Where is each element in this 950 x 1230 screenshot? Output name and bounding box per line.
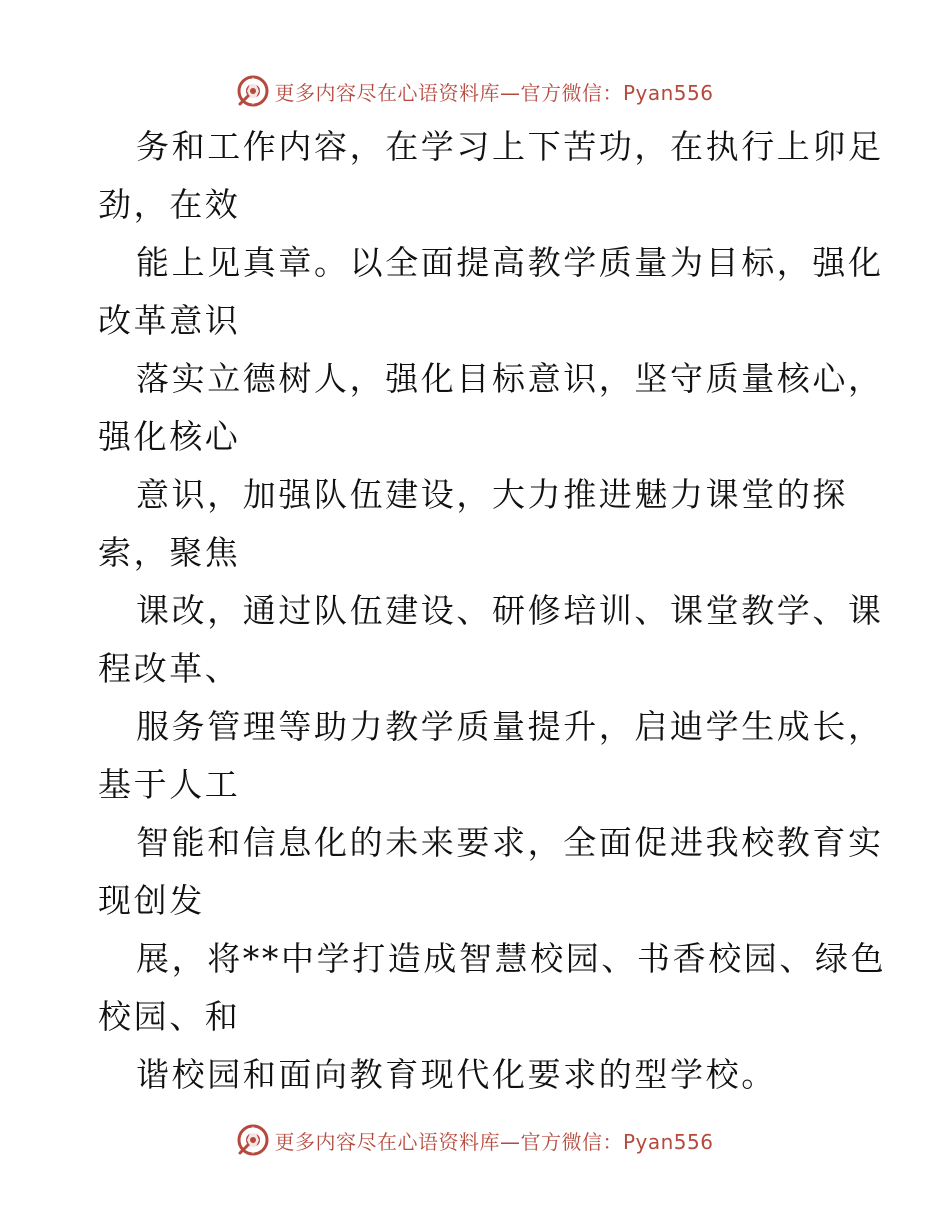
paragraph-line: 基于人工 [98, 765, 241, 804]
paragraph-line: 改革意识 [98, 301, 241, 340]
pen-nib-logo-icon [236, 1123, 270, 1157]
pen-nib-logo-icon [236, 74, 270, 108]
header-watermark-text: 更多内容尽在心语资料库—官方微信：Pyan556 [274, 80, 714, 105]
footer-watermark-text: 更多内容尽在心语资料库—官方微信：Pyan556 [274, 1129, 714, 1154]
paragraph-line: 务和工作内容，在学习上下苦功，在执行上卯足 [136, 127, 884, 166]
paragraph-line: 能上见真章。以全面提高教学质量为目标，强化 [136, 243, 884, 282]
paragraph-line: 服务管理等助力教学质量提升，启迪学生成长， [136, 707, 884, 746]
footer-watermark [0, 1120, 950, 1160]
paragraph-line: 劲，在效 [98, 185, 241, 224]
paragraph-line: 校园、和 [98, 997, 241, 1036]
paragraph-line: 索，聚焦 [98, 533, 241, 572]
paragraph-line: 现创发 [98, 881, 205, 920]
document-body [98, 118, 887, 1104]
paragraph-line: 智能和信息化的未来要求，全面促进我校教育实 [136, 823, 884, 862]
paragraph-line: 强化核心 [98, 417, 241, 456]
paragraph-line: 展，将**中学打造成智慧校园、书香校园、绿色 [136, 939, 887, 978]
paragraph-line: 落实立德树人，强化目标意识，坚守质量核心， [136, 359, 884, 398]
header-watermark [0, 71, 950, 111]
paragraph-line: 意识，加强队伍建设，大力推进魅力课堂的探 [136, 475, 848, 514]
paragraph-line: 程改革、 [98, 649, 241, 688]
paragraph-line: 课改，通过队伍建设、研修培训、课堂教学、课 [136, 591, 884, 630]
paragraph-line: 谐校园和面向教育现代化要求的型学校。 [136, 1055, 777, 1094]
